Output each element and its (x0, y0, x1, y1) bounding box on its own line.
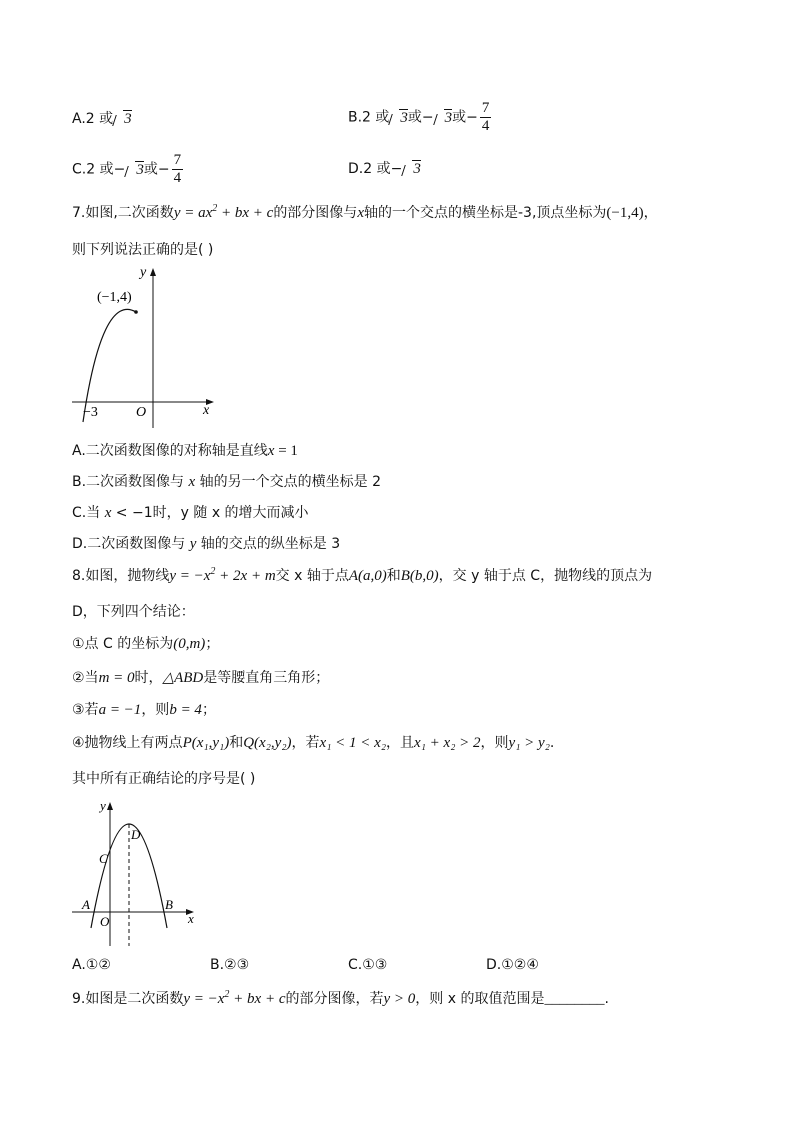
q7-option-c-rest: < −1时，y 随 x 的增大而减小 (111, 505, 309, 521)
q6-option-b-mid2: 或− (452, 109, 478, 126)
q8-text: ，且 (386, 735, 415, 751)
radicand: 3 (413, 161, 421, 177)
q8-option-d: D.①②④ (486, 957, 539, 973)
q7-text: 的部分图像与 (273, 205, 358, 221)
q8-text: . (549, 735, 555, 751)
q7-text: 轴的一个交点的横坐标是-3,顶点坐标为 (363, 205, 607, 221)
q7-vertex: (−1,4) (606, 205, 644, 221)
q8-text: 8.如图，抛物线 (72, 568, 170, 584)
q8-function: $y = -x^2 + 2x + m$ (169, 566, 276, 584)
q8-point-a: A(a,0) (348, 568, 387, 584)
q7-x-axis-label: x (203, 403, 210, 418)
radicand: 3 (444, 109, 453, 126)
q9-text: 的部分图像，若 (285, 991, 384, 1007)
q7-option-a-text: A.二次函数图像的对称轴是直线 (72, 443, 268, 459)
q8-text: ，则 (141, 702, 170, 718)
math-expr: (0,m) (173, 636, 206, 652)
math-expr: m = 0 (98, 670, 135, 686)
q8-statement-2 (72, 667, 329, 687)
q8-text: ，交 y 轴于点 C，抛物线的顶点为 (438, 568, 653, 584)
q8-y-axis-label: y (100, 798, 106, 813)
q9-text: ，则 x 的取值范围是 (415, 991, 545, 1007)
q8-statement-1 (72, 633, 219, 653)
radicand: 3 (400, 109, 408, 126)
q8-text: 和 (386, 568, 401, 584)
q7-option-d-text: D.二次函数图像与 (72, 536, 190, 552)
q6-option-b (348, 100, 491, 135)
q8-question: 其中所有正确结论的序号是( ) (72, 771, 256, 787)
fraction-numerator: 7 (173, 152, 182, 168)
math-var: x (267, 443, 275, 459)
sqrt-symbol (435, 110, 453, 127)
q8-text: 时， (134, 670, 163, 686)
answer-blank[interactable]: ________ (544, 991, 605, 1007)
q6-option-c (72, 152, 183, 187)
math-var: x (104, 505, 112, 521)
q8-text: 和 (229, 735, 244, 751)
math-expr: P(x₁,y₁) (182, 735, 230, 751)
math-text: = 1 (274, 443, 298, 459)
q8-text: ，则 (480, 735, 509, 751)
math-var: x (188, 474, 196, 490)
q8-graph (72, 796, 202, 948)
q6-option-c-prefix: C.2 或− (72, 161, 126, 178)
sqrt-symbol (390, 110, 408, 127)
q7-stem-line2: 则下列说法正确的是( ) (72, 242, 214, 258)
math-expr: y₁ > y₂ (508, 735, 550, 751)
q8-text: ，若 (291, 735, 320, 751)
q7-stem-line1 (72, 202, 658, 222)
q8-text: 交 x 轴于点 (275, 568, 349, 584)
q7-option-c-text: C.当 (72, 505, 105, 521)
q7-option-d (72, 533, 340, 553)
q8-option-a: A.①② (72, 957, 111, 973)
math-expr: x₁ + x₂ > 2 (414, 735, 481, 751)
fraction (172, 152, 184, 187)
q7-vertex-label: (−1,4) (97, 290, 132, 305)
q8-text: ③若 (72, 702, 99, 718)
q7-origin-label: O (136, 405, 147, 420)
q6-option-a (72, 108, 132, 128)
math-expr: Q(x₂,y₂) (243, 735, 292, 751)
q7-option-b-rest: 轴的另一个交点的横坐标是 2 (195, 474, 381, 490)
fraction (480, 100, 492, 135)
q7-function: $y = ax^2$ + bx + c (173, 203, 274, 221)
q7-option-b (72, 471, 381, 491)
q8-statement-4 (72, 732, 554, 752)
q7-option-c (72, 502, 309, 522)
fraction-denominator: 4 (173, 170, 182, 186)
q7-y-axis-label: y (140, 265, 147, 280)
q7-graph (72, 262, 222, 428)
q8-point-b: B(b,0) (400, 568, 439, 584)
q8-x-axis-label: x (188, 911, 194, 926)
sqrt-symbol (114, 111, 132, 128)
q8-text: ②当 (72, 670, 99, 686)
q6-option-a-prefix: A.2 或 (72, 111, 114, 127)
q6-option-b-prefix: B.2 或 (348, 109, 390, 126)
q7-option-d-rest: 轴的交点的纵坐标是 3 (196, 536, 341, 552)
q8-option-c: C.①③ (348, 957, 388, 973)
q7-option-a (72, 440, 298, 460)
q7-option-b-text: B.二次函数图像与 (72, 474, 189, 490)
q8-text: ④抛物线上有两点 (72, 735, 183, 751)
fraction-numerator: 7 (481, 100, 490, 116)
math-expr: y > 0 (383, 991, 416, 1007)
q8-point-b-label: B (165, 897, 173, 912)
radicand: 3 (136, 161, 144, 178)
q8-text: ； (201, 702, 216, 718)
fraction-denominator: 4 (481, 118, 490, 134)
q9-stem (72, 988, 609, 1008)
q9-text: 9.如图是二次函数 (72, 991, 184, 1007)
q8-statement-3 (72, 699, 216, 719)
q8-text: 是等腰直角三角形； (203, 670, 330, 686)
q7-text: ， (643, 205, 658, 221)
math-expr: x₁ < 1 < x₂ (319, 735, 387, 751)
radicand: 3 (124, 111, 132, 127)
math-var: y (189, 536, 197, 552)
q8-point-d-label: D (131, 827, 141, 842)
q8-origin-label: O (100, 914, 110, 929)
math-expr: △ABD (162, 670, 204, 686)
sqrt-symbol (403, 161, 421, 178)
q9-function: $y = -x^2$ + bx + c (183, 989, 286, 1007)
q7-text: 7.如图,二次函数 (72, 205, 174, 221)
sqrt-symbol (126, 162, 144, 179)
q7-x-var: x (357, 205, 364, 221)
q9-text: . (604, 991, 609, 1007)
q8-stem-line2: D，下列四个结论： (72, 604, 195, 620)
q8-text: ； (205, 636, 220, 652)
q8-point-a-label: A (82, 897, 90, 912)
q8-text: ①点 C 的坐标为 (72, 636, 174, 652)
math-expr: b = 4 (169, 702, 202, 718)
q6-option-d-prefix: D.2 或− (348, 161, 403, 177)
q6-option-d (348, 158, 421, 178)
q8-option-b: B.②③ (210, 957, 250, 973)
q6-option-b-mid1: 或− (407, 109, 434, 126)
q8-point-c-label: C (99, 851, 108, 866)
q8-stem-line1 (72, 565, 652, 585)
q6-option-c-mid: 或− (143, 161, 170, 178)
math-expr: a = −1 (98, 702, 142, 718)
q7-root-label: −3 (83, 405, 98, 420)
